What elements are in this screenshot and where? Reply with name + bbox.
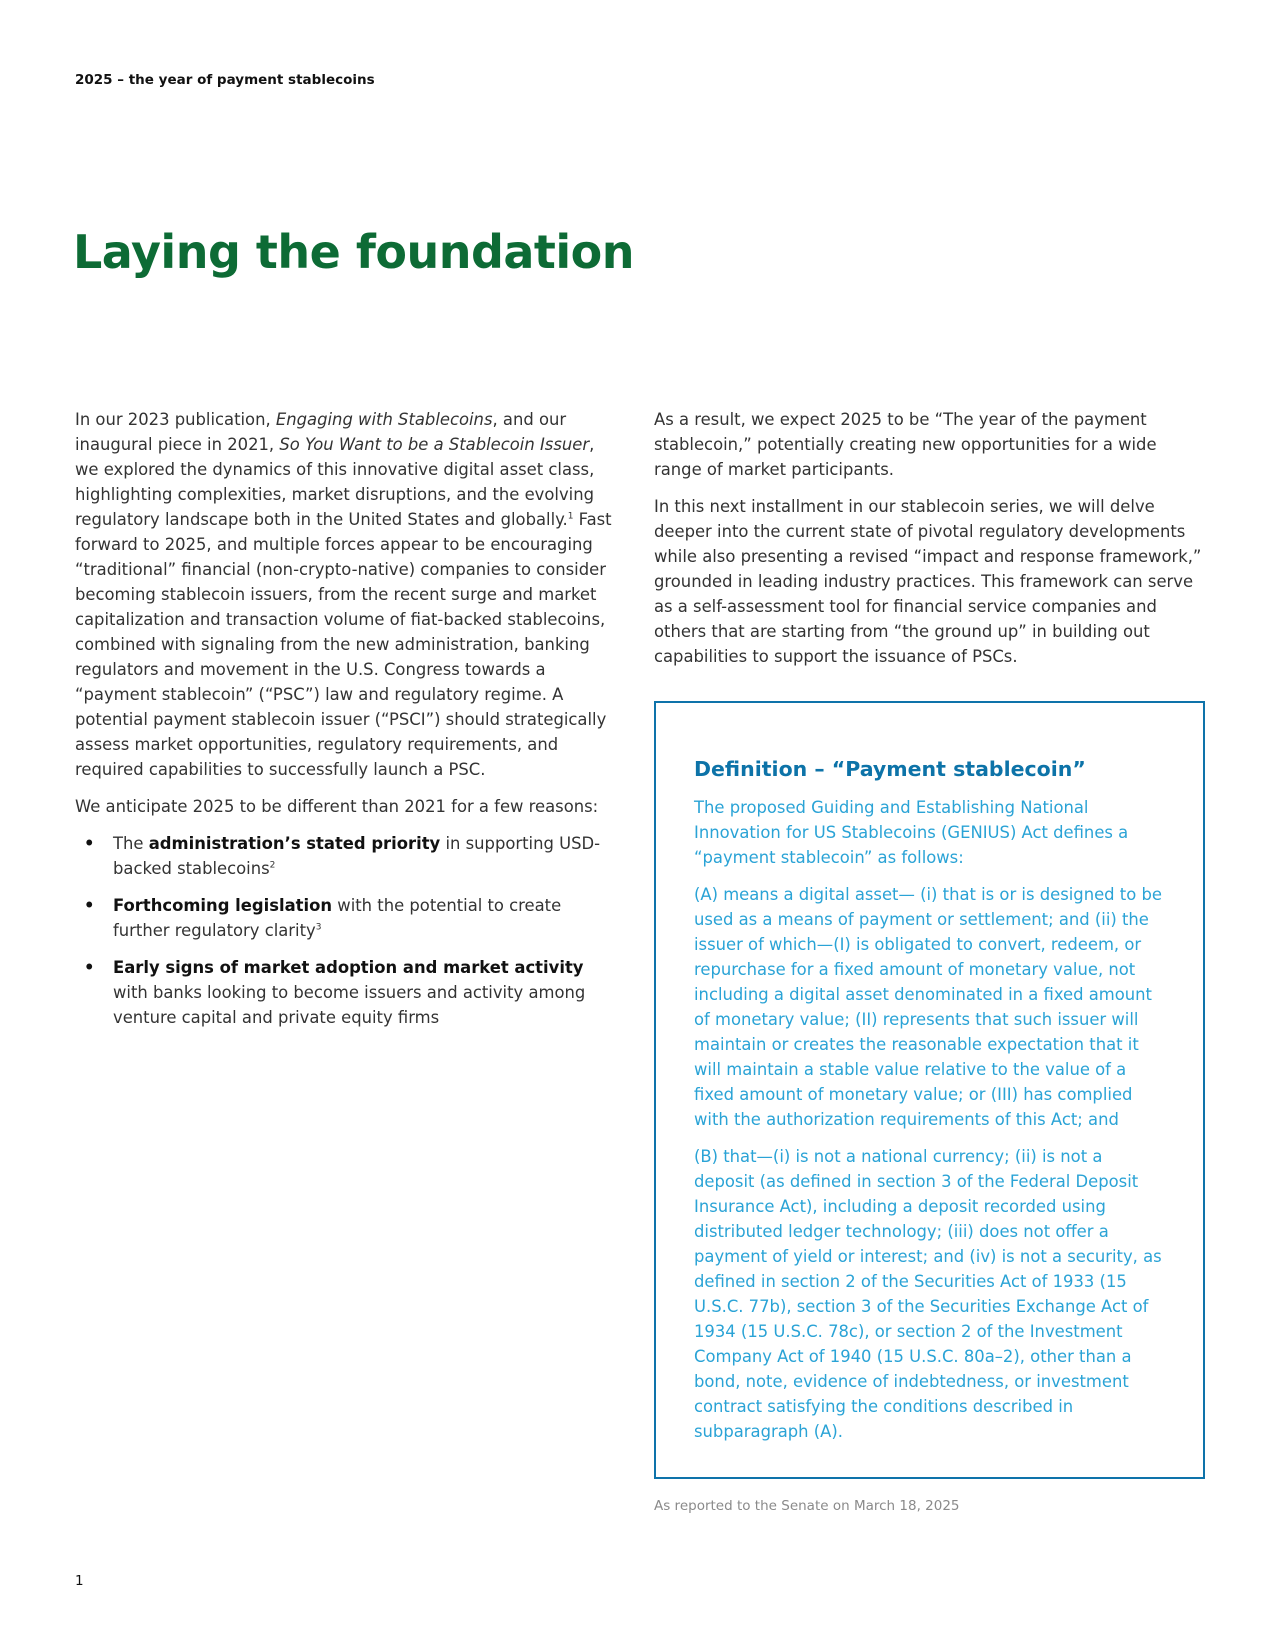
list-item-text: with the potential to create further regulatory clarity <box>113 896 562 940</box>
intro-text-3: , we explored the dynamics of this innovative digital asset class, highlighting complexities, market disruptions, and the evolving regulatory landscape both in the United States and globally. <box>75 435 595 529</box>
source-note: As reported to the Senate on March 18, 2025 <box>654 1498 960 1514</box>
list-item <box>75 831 615 881</box>
intro-text-2: , and our inaugural piece in 2021, <box>75 410 567 454</box>
list-item-bold: Early signs of market adoption and market activity <box>113 958 584 977</box>
bullet: • <box>84 896 95 915</box>
list-item-bold: administration’s stated priority <box>148 834 441 853</box>
bullet: • <box>84 958 95 977</box>
list-item-text: in supporting USD-backed stablecoins <box>113 834 601 878</box>
publication-title-2021: So You Want to be a Stablecoin Issuer <box>279 435 590 454</box>
definition-clause-a: (A) means a digital asset— (i) that is or is designed to be used as a means of payment or settlement; and (ii) the issuer of which—(I) is obligated to convert, redeem, or repurchase for a fixed amount of monetary value, not including a digital asset denominated in a fixed amount of monetary value; (II) represents that such issuer will maintain or creates the reasonable expectation that it will maintain a stable value relative to the value of a fixed amount of monetary value; or (III) has complied with the authorization requirements of this Act; and <box>694 885 1162 1129</box>
definition-clause-b: (B) that—(i) is not a national currency; (ii) is not a deposit (as defined in section 3 of the Federal Deposit Insurance Act), including a deposit recorded using distributed ledger technology; (iii) does not offer a payment of yield or interest; and (iv) is not a security, as defined in section 2 of the Securities Act of 1933 (15 U.S.C. 77b), section 3 of the Securities Exchange Act of 1934 (15 U.S.C. 78c), or section 2 of the Investment Company Act of 1940 (15 U.S.C. 80a–2), other than a bond, note, evidence of indebtedness, or investment contract satisfying the conditions described in subparagraph (A). <box>694 1147 1162 1441</box>
right-column <box>654 407 1204 681</box>
intro-text-4: Fast forward to 2025, and multiple forces appear to be encouraging “traditional” financial (non-crypto-native) companies to consider becoming stablecoin issuers, from the recent surge and market capitalization and transaction volume of fiat-backed stablecoins, combined with signaling from the new administration, banking regulators and movement in the U.S. Congress towards a “payment stablecoin” (“PSC”) law and regulatory regime. A potential payment stablecoin issuer (“PSCI”) should strategically assess market opportunities, regulatory requirements, and required capabilities to successfully launch a PSC. <box>75 510 612 779</box>
intro-paragraph <box>75 407 615 782</box>
intro-text-1: In our 2023 publication, <box>75 410 276 429</box>
footnote-ref-3: 3 <box>315 922 322 933</box>
anticipate-paragraph: We anticipate 2025 to be different than 2021 for a few reasons: <box>75 797 599 816</box>
list-item <box>75 893 615 943</box>
left-column <box>75 407 615 1042</box>
result-paragraph: As a result, we expect 2025 to be “The year of the payment stablecoin,” potentially creating new opportunities for a wide range of market participants. <box>654 410 1157 479</box>
footnote-ref-1: 1 <box>567 511 574 522</box>
definition-intro: The proposed Guiding and Establishing National Innovation for US Stablecoins (GENIUS) Act defines a “payment stablecoin” as follows: <box>694 798 1129 867</box>
page-number: 1 <box>75 1573 84 1589</box>
list-item-text: with banks looking to become issuers and activity among venture capital and private equity firms <box>113 983 586 1027</box>
definition-title: Definition – “Payment stablecoin” <box>694 757 1086 781</box>
list-item <box>75 955 615 1030</box>
reasons-list <box>75 831 615 1030</box>
list-item-bold: Forthcoming legislation <box>113 896 333 915</box>
definition-box <box>654 701 1205 1479</box>
running-header: 2025 – the year of payment stablecoins <box>75 72 375 88</box>
list-item-text: The <box>113 834 149 853</box>
framework-paragraph: In this next installment in our stablecoin series, we will delve deeper into the current state of pivotal regulatory developments while also presenting a revised “impact and response framework,” grounded in leading industry practices. This framework can serve as a self-assessment tool for financial service companies and others that are starting from “the ground up” in building out capabilities to support the issuance of PSCs. <box>654 497 1202 666</box>
footnote-ref-2: 2 <box>269 860 276 871</box>
publication-title-2023: Engaging with Stablecoins <box>275 410 493 429</box>
bullet: • <box>84 834 95 853</box>
page-title: Laying the foundation <box>73 225 635 279</box>
